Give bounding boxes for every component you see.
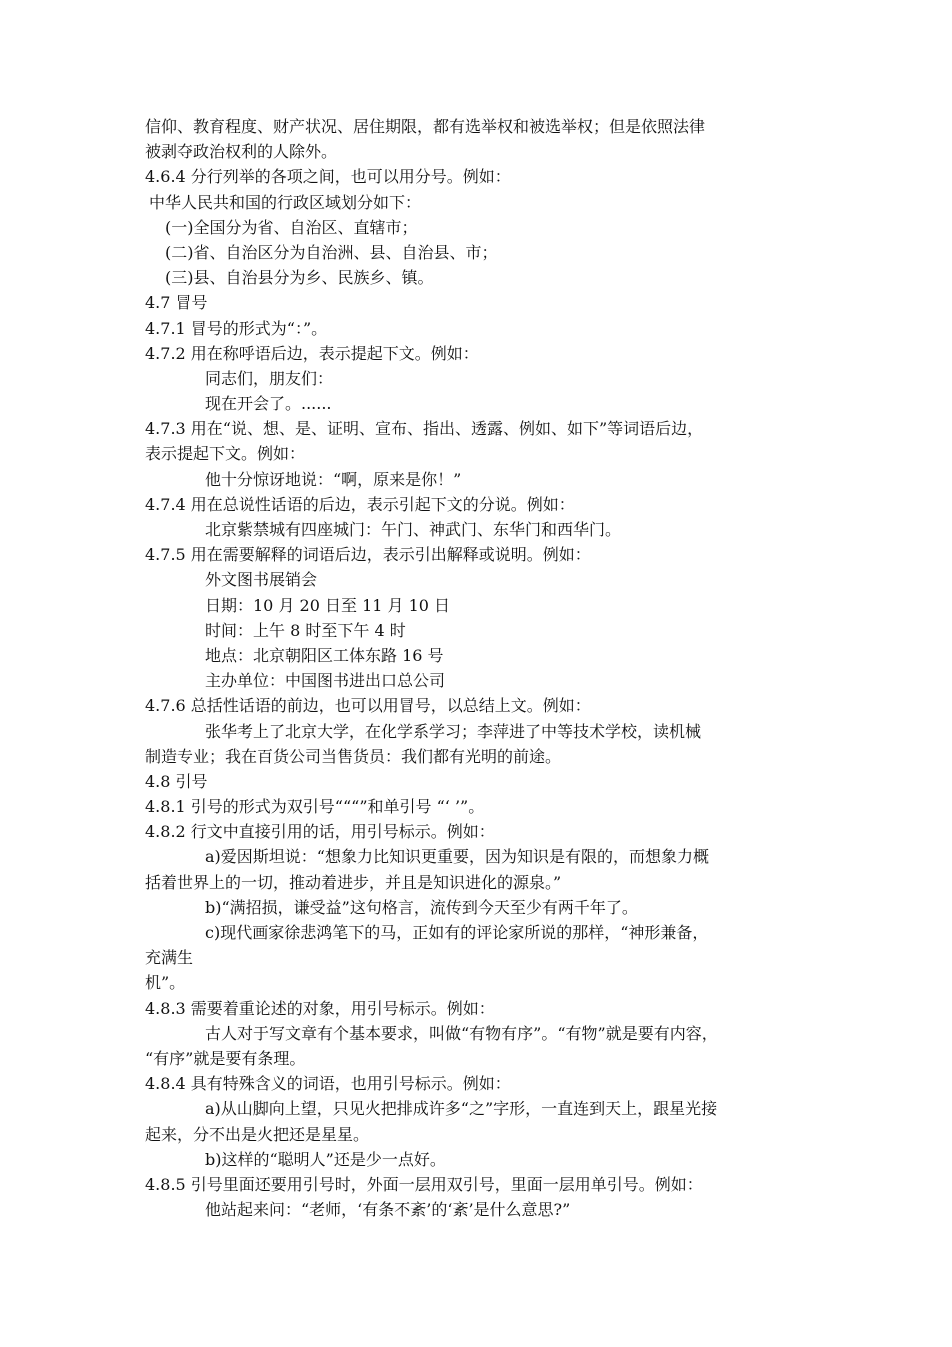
text-line: (一)全国分为省、自治区、直辖市； — [165, 217, 418, 237]
text-line: 信仰、教育程度、财产状况、居住期限，都有选举权和被选举权；但是依照法律 — [145, 117, 706, 136]
text-line: 括着世界上的一切，推动着进步，并且是知识进化的源泉。” — [145, 872, 562, 892]
text-line: (二)省、自治区分为自治洲、县、自治县、市； — [165, 242, 498, 262]
text-line: 充满生 — [145, 948, 194, 968]
text-line: 他站起来问：“老师，‘有条不紊’的‘紊’是什么意思?” — [205, 1200, 571, 1220]
document-body — [145, 114, 817, 1222]
text-line: 表示提起下文。例如： — [145, 444, 306, 464]
text-line: c)现代画家徐悲鸿笔下的马，正如有的评论家所说的那样，“神形兼备， — [205, 923, 709, 942]
text-line: 地点：北京朝阳区工体东路 16 号 — [205, 645, 444, 665]
text-line: 同志们，朋友们： — [205, 368, 334, 388]
text-line: b)这样的“聪明人”还是少一点好。 — [205, 1149, 446, 1169]
text-line: 4.8.2 行文中直接引用的话，用引号标示。例如： — [145, 822, 495, 842]
text-line: “有序”就是要有条理。 — [145, 1048, 306, 1068]
text-line: 日期：10 月 20 日至 11 月 10 日 — [205, 595, 451, 615]
text-line: 古人对于写文章有个基本要求，叫做“有物有序”。“有物”就是要有内容， — [205, 1023, 718, 1043]
text-line: a)从山脚向上望，只见火把排成许多“之”字形，一直连到天上，跟星光接 — [205, 1099, 718, 1119]
text-line: 北京紫禁城有四座城门：午门、神武门、东华门和西华门。 — [205, 520, 622, 539]
text-line: 主办单位：中国图书进出口总公司 — [205, 671, 446, 691]
text-line: 4.7.3 用在“说、想、是、证明、宣布、指出、透露、例如、如下”等词语后边， — [145, 419, 704, 439]
text-line: 中华人民共和国的行政区域划分如下： — [149, 192, 422, 212]
text-line: 4.7.2 用在称呼语后边，表示提起下文。例如： — [145, 343, 479, 363]
text-line: 4.8.1 引号的形式为双引号“““”和单引号 “‘ ’”。 — [145, 797, 485, 817]
text-line: (三)县、自治县分为乡、民族乡、镇。 — [165, 268, 434, 288]
text-line: 4.7.5 用在需要解释的词语后边，表示引出解释或说明。例如： — [145, 545, 591, 565]
text-line: 现在开会了。...... — [205, 394, 332, 414]
text-line: 4.8.4 具有特殊含义的词语，也用引号标示。例如： — [145, 1074, 511, 1094]
text-line: 4.8.3 需要着重论述的对象，用引号标示。例如： — [145, 998, 495, 1018]
text-line: a)爱因斯坦说：“想象力比知识更重要，因为知识是有限的，而想象力概 — [205, 847, 709, 867]
text-line: b)“满招损，谦受益”这句格言，流传到今天至少有两千年了。 — [205, 897, 638, 917]
text-line: 起来，分不出是火把还是星星。 — [145, 1124, 370, 1144]
text-line: 4.7.4 用在总说性话语的后边，表示引起下文的分说。例如： — [145, 494, 575, 514]
text-line: 被剥夺政治权利的人除外。 — [145, 142, 338, 162]
text-line: 外文图书展销会 — [205, 570, 318, 590]
text-line: 张华考上了北京大学，在化学系学习；李萍进了中等技术学校，读机械 — [205, 721, 702, 741]
text-line: 4.8.5 引号里面还要用引号时，外面一层用双引号，里面一层用单引号。例如： — [145, 1174, 703, 1194]
text-line: 4.7.6 总括性话语的前边，也可以用冒号，以总结上文。例如： — [145, 696, 591, 716]
text-line: 制造专业；我在百货公司当售货员：我们都有光明的前途。 — [145, 746, 562, 766]
text-line: 4.7 冒号 — [145, 293, 208, 313]
text-line: 机”。 — [145, 973, 186, 993]
text-line: 4.6.4 分行列举的各项之间，也可以用分号。例如： — [145, 167, 511, 187]
text-line: 他十分惊讶地说：“啊，原来是你！” — [205, 469, 462, 489]
text-line: 4.8 引号 — [145, 771, 208, 791]
text-line: 时间：上午 8 时至下午 4 时 — [205, 620, 406, 640]
text-line: 4.7.1 冒号的形式为“：”。 — [145, 318, 328, 338]
